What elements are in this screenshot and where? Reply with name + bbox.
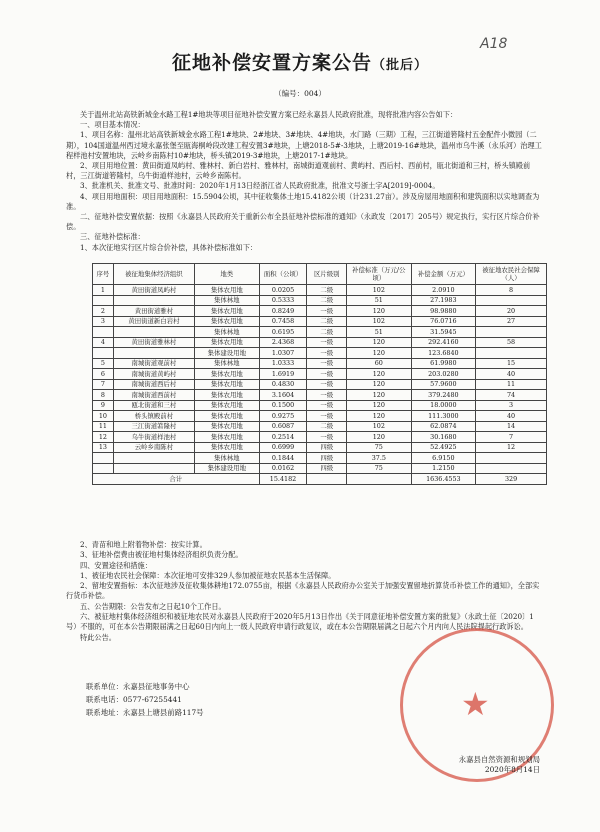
body-text	[66, 110, 544, 253]
row-no: 12	[93, 432, 114, 443]
total-amount: 1636.4553	[411, 474, 476, 485]
title-main: 征地补偿安置方案公告	[171, 52, 372, 74]
row-no: 10	[93, 411, 114, 422]
row-amount: 62.0874	[411, 421, 476, 432]
row-amount: 123.6840	[411, 348, 476, 359]
row-area: 1.0333	[259, 358, 307, 369]
table-row	[93, 337, 547, 348]
row-standard: 51	[347, 327, 412, 338]
row-no: 2	[93, 306, 114, 317]
closing-remark: 特此公告。	[80, 632, 116, 642]
total-label: 合计	[93, 474, 260, 485]
row-no: 4	[93, 337, 114, 348]
col-header-amount: 补偿金额（万元）	[411, 264, 476, 285]
row-people: 20	[476, 306, 547, 317]
contact-phone: 联系电话：0577-67255441	[86, 695, 182, 704]
row-area: 0.2514	[259, 432, 307, 443]
row-amount: 98.9880	[411, 306, 476, 317]
section-5: 五、公告期限：公告发布之日起10个工作日。	[80, 601, 226, 611]
row-no	[93, 348, 114, 359]
row-no: 11	[93, 421, 114, 432]
row-no: 8	[93, 390, 114, 401]
section-1-item-4: 4、项目用地面积：项目用地面积：15.5904公顷，其中征收集体土地15.4182公顷（计231.27亩）。涉及房屋用地面积和建筑面积以实地调查为准。	[66, 191, 540, 211]
row-amount: 1.2150	[411, 463, 476, 474]
table-row	[93, 316, 547, 327]
row-standard: 102	[347, 285, 412, 296]
row-org: 瓯北街道和三村	[113, 400, 194, 411]
row-no: 7	[93, 379, 114, 390]
section-1-item-1: 1、项目名称：温州北站高铁新城金水路工程1#地块、2#地块、3#地块、4#地块，水门路（三期）工程，三江街道箬隆村五金配件小微园（二期），104国道温州西过境永嘉张堡至瓯海桐岭段改建工程安置3#地块，上塘2018-5#-3地块，上塘2019-16#地块，温州市乌牛溪（永乐河）治理工程样池村安置地块，云岭乡南陈村10#地块，桥头镇2019-3#地块，上塘2017-1#地块。	[66, 130, 542, 160]
row-org: 南城街道西前村	[113, 390, 194, 401]
compensation-table	[92, 263, 547, 485]
row-amount: 18.0000	[411, 400, 476, 411]
row-type: 集体农用地	[195, 432, 260, 443]
row-level: 一级	[307, 369, 347, 380]
section-3-item-3: 3、征地补偿费由被征地村集体经济组织负责分配。	[80, 550, 243, 560]
col-header-standard: 补偿标准（万元/公顷）	[347, 264, 412, 285]
table-row	[93, 400, 547, 411]
row-area: 3.1604	[259, 390, 307, 401]
row-amount: 203.0280	[411, 369, 476, 380]
row-amount: 292.4160	[411, 337, 476, 348]
table-row	[93, 411, 547, 422]
section-1-item-2: 2、项目用地位置：黄田街道凤屿村、雅林村、新白岩村、雅林村，南城街道观前村、黄屿村、西后村、西前村，瓯北街道和三村，桥头镇殿前村，三江街道箬隆村，乌牛街道样池村，云岭乡南陈村。	[66, 161, 531, 181]
table-row	[93, 442, 547, 453]
row-org: 三江街道箬隆村	[113, 421, 194, 432]
row-amount: 6.9150	[411, 453, 476, 464]
row-area: 0.7458	[259, 316, 307, 327]
row-org: 南城街道黄屿村	[113, 369, 194, 380]
row-level: 一级	[307, 306, 347, 317]
row-level: 二级	[307, 316, 347, 327]
row-amount: 30.1680	[411, 432, 476, 443]
row-standard: 120	[347, 369, 412, 380]
row-level: 二级	[307, 327, 347, 338]
row-level: 一级	[307, 411, 347, 422]
row-type: 集体林地	[195, 358, 260, 369]
table-row	[93, 463, 547, 474]
row-area: 0.6999	[259, 442, 307, 453]
row-no: 9	[93, 400, 114, 411]
row-no: 1	[93, 285, 114, 296]
row-org: 黄田街道雅林村	[113, 337, 194, 348]
row-amount: 111.3000	[411, 411, 476, 422]
row-no	[93, 453, 114, 464]
intro-paragraph: 关于温州北站高铁新城金水路工程1#地块等项目征地补偿安置方案已经永嘉县人民政府批准，现将批准内容公告如下：	[80, 110, 458, 119]
row-org: 南城街道西后村	[113, 379, 194, 390]
sign-date: 2020年8月14日	[484, 765, 540, 774]
row-standard: 120	[347, 411, 412, 422]
row-amount: 379.2480	[411, 390, 476, 401]
row-area: 0.6087	[259, 421, 307, 432]
row-standard: 51	[347, 295, 412, 306]
row-level: 一级	[307, 358, 347, 369]
total-area: 15.4182	[259, 474, 307, 485]
row-people	[476, 453, 547, 464]
col-header-level: 区片级别	[307, 264, 347, 285]
col-header-no: 序号	[93, 264, 114, 285]
row-area: 0.8249	[259, 306, 307, 317]
row-standard: 120	[347, 390, 412, 401]
section-2: 二、征地补偿安置依据：按照《永嘉县人民政府关于重新公布全县征地补偿标准的通知》（永政发〔2017〕205号）规定执行，实行区片综合价补偿。	[66, 212, 540, 232]
row-people: 40	[476, 369, 547, 380]
row-org	[113, 463, 194, 474]
row-amount: 57.9600	[411, 379, 476, 390]
row-org: 黄田街道凤屿村	[113, 285, 194, 296]
row-type: 集体农用地	[195, 306, 260, 317]
row-level: 四级	[307, 463, 347, 474]
row-people: 74	[476, 390, 547, 401]
row-standard: 75	[347, 442, 412, 453]
row-people: 15	[476, 358, 547, 369]
table-row	[93, 369, 547, 380]
row-level: 一级	[307, 337, 347, 348]
col-header-people: 被征地农民社会保障（人）	[476, 264, 547, 285]
row-people: 11	[476, 379, 547, 390]
row-type: 集体林地	[195, 453, 260, 464]
table-row	[93, 390, 547, 401]
row-amount: 2.0910	[411, 285, 476, 296]
row-type: 集体农用地	[195, 411, 260, 422]
total-standard	[347, 474, 412, 485]
row-standard: 120	[347, 432, 412, 443]
row-level: 四级	[307, 453, 347, 464]
row-people: 8	[476, 285, 547, 296]
table-row	[93, 453, 547, 464]
row-org: 桥头镇殿前村	[113, 411, 194, 422]
row-type: 集体农用地	[195, 400, 260, 411]
row-area: 2.4368	[259, 337, 307, 348]
row-org	[113, 327, 194, 338]
table-row	[93, 379, 547, 390]
row-type: 集体农用地	[195, 442, 260, 453]
row-org: 云岭乡南陈村	[113, 442, 194, 453]
table-row	[93, 285, 547, 296]
signer-name: 永嘉县自然资源和规划局	[458, 755, 540, 764]
col-header-org: 被征地集体经济组织	[113, 264, 194, 285]
total-people: 329	[476, 474, 547, 485]
section-1-item-3: 3、批准机关、批准文号、批准时间：2020年1月13日经浙江省人民政府批准，批准文号浙土字A[2019]-0004。	[80, 181, 440, 191]
row-level: 二级	[307, 285, 347, 296]
contact-address: 联系地址：永嘉县上塘县前路117号	[86, 708, 204, 717]
row-area: 0.6195	[259, 327, 307, 338]
contact-block	[86, 680, 204, 719]
row-area: 0.5333	[259, 295, 307, 306]
section-1-heading: 一、项目基本情况：	[80, 120, 145, 130]
row-amount: 61.9980	[411, 358, 476, 369]
row-org: 乌牛街道样池村	[113, 432, 194, 443]
row-people	[476, 327, 547, 338]
row-standard: 120	[347, 348, 412, 359]
row-standard: 120	[347, 379, 412, 390]
row-area: 0.0205	[259, 285, 307, 296]
row-type: 集体林地	[195, 327, 260, 338]
row-amount: 27.1983	[411, 295, 476, 306]
row-type: 集体建设用地	[195, 463, 260, 474]
row-type: 集体农用地	[195, 390, 260, 401]
row-standard: 37.5	[347, 453, 412, 464]
row-org: 黄田街道雅村	[113, 306, 194, 317]
row-level: 一级	[307, 400, 347, 411]
table-total-row	[93, 474, 547, 485]
handwritten-mark: A18	[480, 36, 508, 52]
row-area: 0.1844	[259, 453, 307, 464]
row-standard: 120	[347, 400, 412, 411]
row-level: 四级	[307, 442, 347, 453]
row-standard: 102	[347, 316, 412, 327]
row-standard: 75	[347, 463, 412, 474]
row-people: 40	[476, 411, 547, 422]
row-no	[93, 327, 114, 338]
col-header-type: 地类	[195, 264, 260, 285]
row-level: 一级	[307, 379, 347, 390]
row-area: 0.9275	[259, 411, 307, 422]
section-4-item-2: 2、留地安置指标：本次征地涉及征收集体耕地172.0755亩，根据《永嘉县人民政府办公室关于加强安置留地折算货币补偿工作的通知》，全部实行货币补偿。	[66, 581, 540, 601]
row-level: 二级	[307, 421, 347, 432]
row-no: 3	[93, 316, 114, 327]
row-org: 南城街道观前村	[113, 358, 194, 369]
row-area: 1.6919	[259, 369, 307, 380]
row-level: 一级	[307, 390, 347, 401]
signature-block	[420, 755, 540, 775]
table-row	[93, 295, 547, 306]
section-3-item-1: 1、本次征地实行区片综合价补偿，具体补偿标准如下：	[80, 242, 258, 252]
title-suffix: （批后）	[372, 58, 429, 73]
row-type: 集体林地	[195, 295, 260, 306]
table-row	[93, 306, 547, 317]
row-standard: 60	[347, 358, 412, 369]
table-row	[93, 432, 547, 443]
doc-number: （编号：004）	[274, 89, 326, 98]
section-6: 六、被征地村集体经济组织和被征地农民对永嘉县人民政府于2020年5月13日作出《关于同意征地补偿安置方案的批复》（永政土征〔2020〕1号）不服的，可在本公告期限届满之日起60日内向上一级人民政府申请行政复议，或在本公告期限届满之日起六个月内向人民法院提起行政诉讼。	[66, 612, 534, 632]
table-row	[93, 358, 547, 369]
section-4-item-1: 1、被征地农民社会保障：本次征地可安排329人参加被征地农民基本生活保障。	[80, 570, 336, 580]
section-4-heading: 四、安置途径和措施：	[80, 560, 152, 570]
row-area: 0.4830	[259, 379, 307, 390]
row-no	[93, 463, 114, 474]
row-people	[476, 463, 547, 474]
row-standard: 120	[347, 337, 412, 348]
row-area: 1.0307	[259, 348, 307, 359]
row-type: 集体建设用地	[195, 348, 260, 359]
row-type: 集体农用地	[195, 379, 260, 390]
row-org: 黄田街道新白岩村	[113, 316, 194, 327]
row-amount: 52.4925	[411, 442, 476, 453]
section-3-item-2: 2、青苗和地上附着物补偿：按实计算。	[80, 540, 207, 549]
table-row	[93, 348, 547, 359]
seal-star-icon: ★	[461, 685, 490, 723]
row-type: 集体农用地	[195, 337, 260, 348]
table-row	[93, 421, 547, 432]
row-org	[113, 348, 194, 359]
row-type: 集体农用地	[195, 421, 260, 432]
table-header-row	[93, 264, 547, 285]
row-area: 0.1500	[259, 400, 307, 411]
row-level: 二级	[307, 295, 347, 306]
col-header-area: 面积（公顷）	[259, 264, 307, 285]
row-level: 一级	[307, 432, 347, 443]
row-no: 6	[93, 369, 114, 380]
row-org	[113, 453, 194, 464]
row-people: 58	[476, 337, 547, 348]
row-no	[93, 295, 114, 306]
row-type: 集体农用地	[195, 285, 260, 296]
row-standard: 102	[347, 421, 412, 432]
row-people: 14	[476, 421, 547, 432]
row-type: 集体农用地	[195, 316, 260, 327]
row-no: 13	[93, 442, 114, 453]
row-people	[476, 348, 547, 359]
row-standard: 120	[347, 306, 412, 317]
row-people: 7	[476, 432, 547, 443]
row-people: 3	[476, 400, 547, 411]
row-amount: 76.0716	[411, 316, 476, 327]
page-title	[0, 48, 600, 75]
table-row	[93, 327, 547, 338]
row-area: 0.0162	[259, 463, 307, 474]
contact-unit: 联系单位：永嘉县征地事务中心	[86, 682, 190, 691]
total-level	[307, 474, 347, 485]
row-amount: 31.5945	[411, 327, 476, 338]
section-3-heading: 三、征地补偿标准：	[80, 232, 145, 242]
row-people: 12	[476, 442, 547, 453]
row-people	[476, 295, 547, 306]
row-people: 27	[476, 316, 547, 327]
row-type: 集体农用地	[195, 369, 260, 380]
row-no: 5	[93, 358, 114, 369]
row-org	[113, 295, 194, 306]
row-level: 一级	[307, 348, 347, 359]
